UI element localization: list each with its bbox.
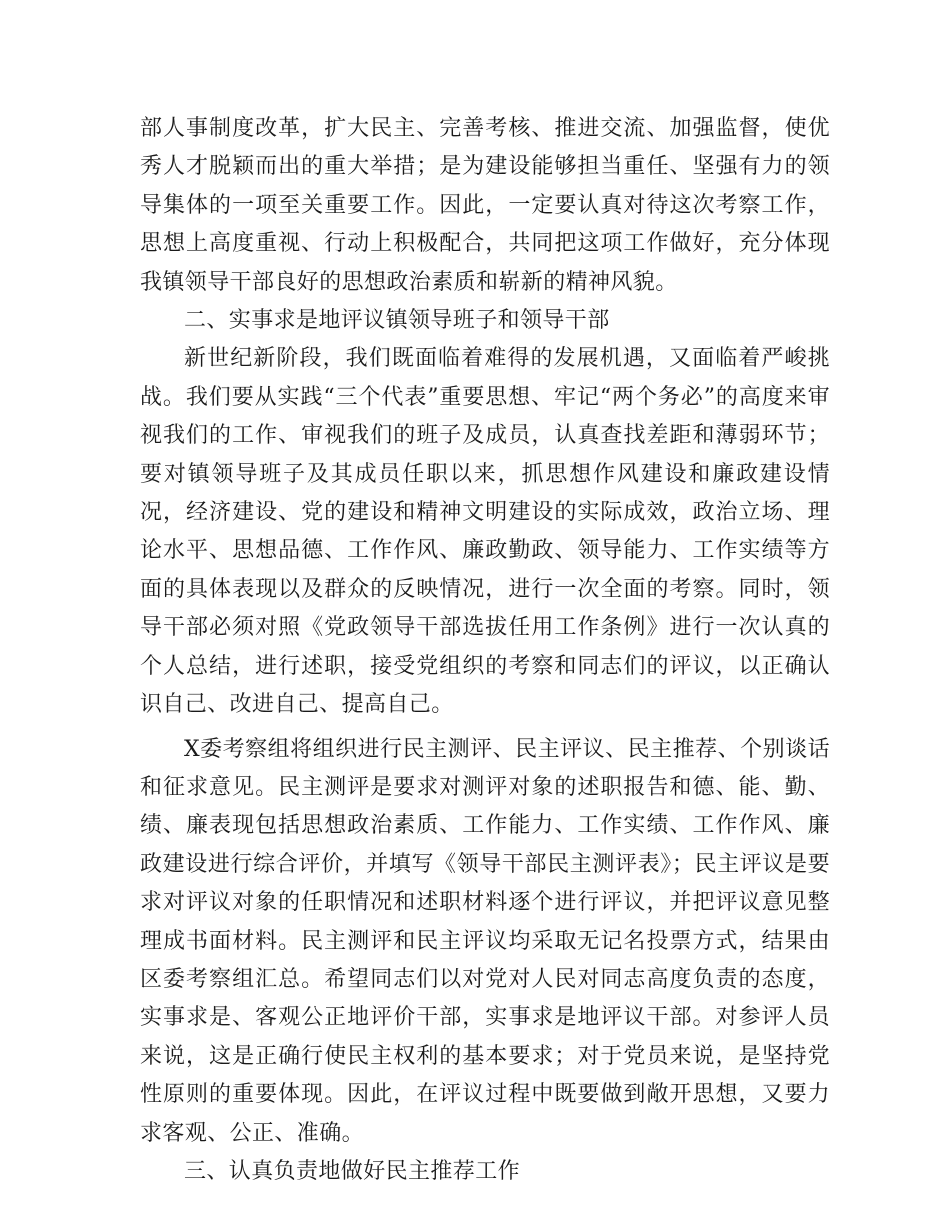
paragraph-continuation: 部人事制度改革，扩大民主、完善考核、推进交流、加强监督，使优秀人才脱颖而出的重大举措；是为建设能够担当重任、坚强有力的领导集体的一项至关重要工作。因此，一定要认真对待这次考察工作，思想上高度重视、行动上积极配合，共同把这项工作做好，充分体现我镇领导干部良好的思想政治素质和崭新的精神风貌。	[140, 116, 830, 295]
section-heading-3: 三、认真负责地做好民主推荐工作	[184, 1158, 521, 1184]
paragraph-body: X委考察组将组织进行民主测评、民主评议、民主推荐、个别谈话和征求意见。民主测评是要求对测评对象的述职报告和德、能、勤、绩、廉表现包括思想政治素质、工作能力、工作实绩、工作作风、廉政建设进行综合评价，并填写《领导干部民主测评表》；民主评议是要求对评议对象的任职情况和述职材料逐个进行评议，并把评议意见整理成书面材料。民主测评和民主评议均采取无记名投票方式，结果由区委考察组汇总。希望同志们以对党对人民对同志高度负责的态度，实事求是、客观公正地评价干部，实事求是地评议干部。对参评人员来说，这是正确行使民主权利的基本要求；对于党员来说，是坚持党性原则的重要体现。因此，在评议过程中既要做到敞开思想，又要力求客观、公正、准确。	[140, 736, 830, 1146]
document-body	[140, 110, 830, 1191]
section-heading-2: 二、实事求是地评议镇领导班子和领导干部	[184, 308, 610, 334]
paragraph-body: 新世纪新阶段，我们既面临着难得的发展机遇，又面临着严峻挑战。我们要从实践“三个代表”重要思想、牢记“两个务必”的高度来审视我们的工作、审视我们的班子及成员，认真查找差距和薄弱环节；要对镇领导班子及其成员任职以来，抓思想作风建设和廉政建设情况，经济建设、党的建设和精神文明建设的实际成效，政治立场、理论水平、思想品德、工作作风、廉政勤政、领导能力、工作实绩等方面的具体表现以及群众的反映情况，进行一次全面的考察。同时，领导干部必须对照《党政领导干部选拔任用工作条例》进行一次认真的个人总结，进行述职，接受党组织的考察和同志们的评议，以正确认识自己、改进自己、提高自己。	[140, 346, 830, 718]
